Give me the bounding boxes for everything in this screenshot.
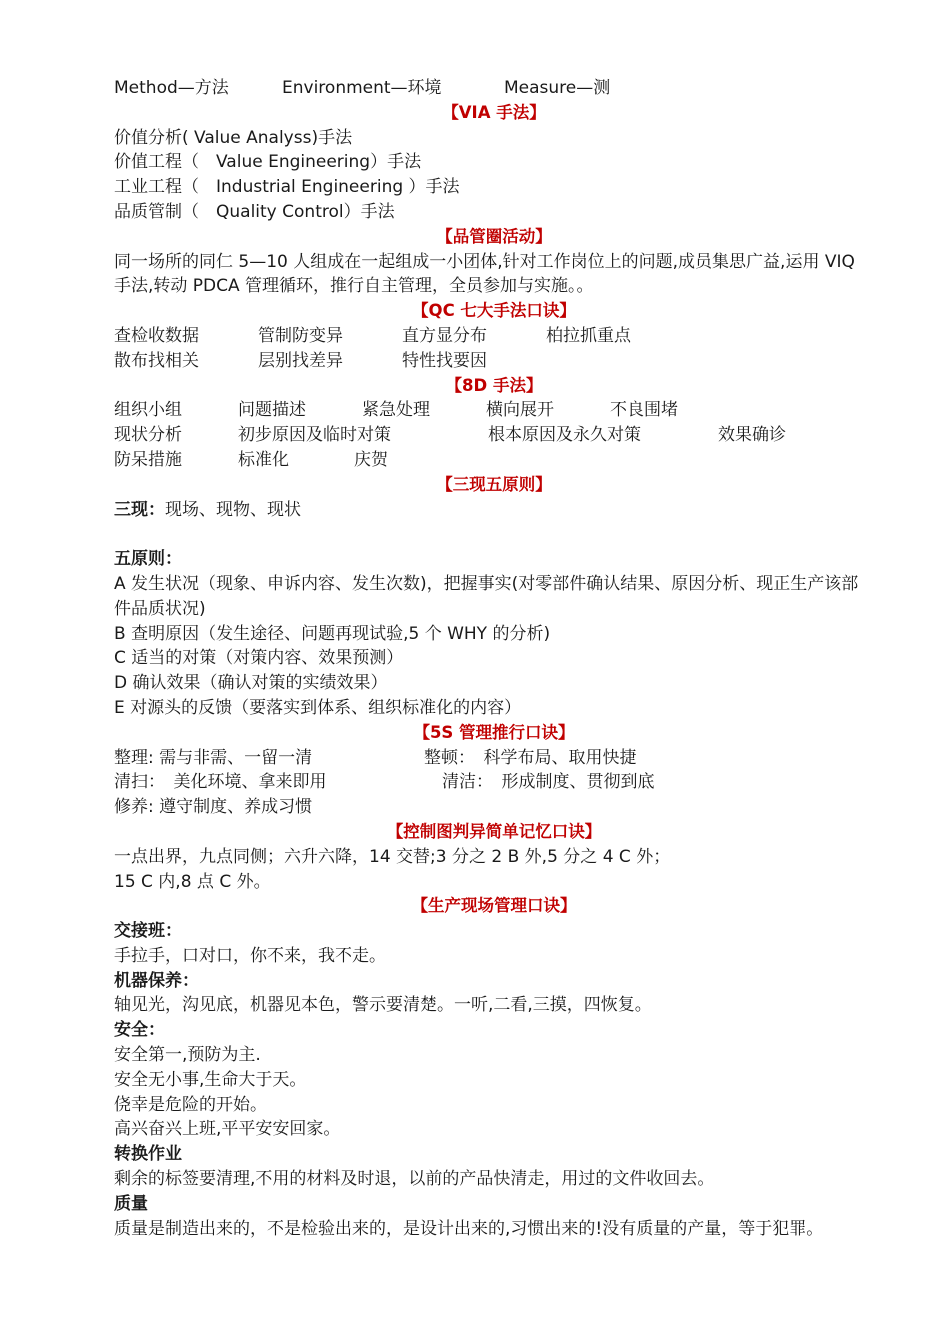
- maint-text: 轴见光，沟见底，机器见本色，警示要清楚。一听,二看,三摸，四恢复。: [114, 995, 652, 1016]
- s5-shitsuke: 修养: 遵守制度、养成习惯: [114, 797, 313, 818]
- d8-item: 防呆措施: [114, 449, 182, 470]
- qc7-item: 散布找相关: [114, 350, 199, 371]
- quality-label: 质量: [114, 1193, 148, 1214]
- qc7-item: 直方显分布: [402, 325, 487, 346]
- s5-heading: 【5S 管理推行口诀】: [413, 722, 575, 742]
- control-line: 15 C 内,8 点 C 外。: [114, 871, 271, 892]
- d8-item: 问题描述: [238, 400, 306, 421]
- qc7-item: 特性找要因: [402, 350, 487, 371]
- qc7-row: [114, 324, 874, 349]
- five-item: D 确认效果（确认对策的实绩效果）: [114, 673, 388, 694]
- three-principles: [114, 498, 874, 523]
- five-label: 五原则：: [114, 549, 182, 570]
- d8-heading: 【8D 手法】: [445, 375, 543, 395]
- blank-line: [114, 522, 874, 547]
- safety-item: 安全无小事,生命大于天。: [114, 1069, 307, 1090]
- qc7-item: 层别找差异: [258, 350, 343, 371]
- s5-seiton: 整顿： 科学布局、取用快捷: [424, 747, 637, 768]
- five-item: B 查明原因（发生途径、问题再现试验,5 个 WHY 的分析): [114, 623, 551, 644]
- qc7-heading: 【QC 七大手法口诀】: [412, 301, 576, 321]
- d8-item: 组织小组: [114, 400, 182, 421]
- via-item: 品质管制（ Quality Control）手法: [114, 201, 395, 222]
- qcc-text: 同一场所的同仁 5—10 人组成在一起组成一小团体,针对工作岗位上的问题,成员集思广益,运用 VIQ 手法,转动 PDCA 管理循环，推行自主管理，全员参加与实施。。: [114, 251, 855, 297]
- qc7-item: 柏拉抓重点: [546, 325, 631, 346]
- d8-item: 横向展开: [486, 400, 554, 421]
- safety-item: 侥幸是危险的开始。: [114, 1094, 267, 1115]
- qc7-item: 查检收数据: [114, 325, 199, 346]
- d8-item: 不良围堵: [610, 400, 678, 421]
- via-item: 价值工程（ Value Engineering）手法: [114, 152, 422, 173]
- d8-row: [114, 423, 874, 448]
- intro-line: [114, 76, 874, 101]
- via-item: 价值分析( Value Analyss)手法: [114, 127, 353, 148]
- d8-item: 根本原因及永久对策: [488, 425, 641, 446]
- via-item: 工业工程（ Industrial Engineering ）手法: [114, 177, 460, 198]
- sanxian-heading: 【三现五原则】: [436, 474, 552, 494]
- qc7-item: 管制防变异: [258, 325, 343, 346]
- five-item: A 发生状况（现象、申诉内容、发生次数)，把握事实(对零部件确认结果、原因分析、现正生产该部件品质状况): [114, 573, 859, 619]
- change-text: 剩余的标签要清理,不用的材料及时退，以前的产品快清走，用过的文件收回去。: [114, 1169, 715, 1190]
- maint-label: 机器保养：: [114, 970, 199, 991]
- qcc-heading: 【品管圈活动】: [436, 226, 552, 246]
- three-label: 三现：: [114, 499, 165, 520]
- d8-item: 紧急处理: [362, 400, 430, 421]
- d8-item: 庆贺: [354, 449, 388, 470]
- qc7-row: [114, 349, 874, 374]
- shift-text: 手拉手，口对口，你不来，我不走。: [114, 945, 386, 966]
- s5-seiketsu: 清洁： 形成制度、贯彻到底: [442, 772, 655, 793]
- safety-label: 安全：: [114, 1020, 165, 1041]
- d8-item: 初步原因及临时对策: [238, 425, 391, 446]
- control-line: 一点出界，九点同侧；六升六降，14 交替;3 分之 2 B 外,5 分之 4 C 外；: [114, 846, 671, 867]
- intro-method: Method—方法: [114, 78, 229, 98]
- d8-row: [114, 448, 874, 473]
- d8-item: 标准化: [238, 449, 289, 470]
- change-label: 转换作业: [114, 1144, 182, 1165]
- s5-row: [114, 770, 874, 795]
- three-text: 现场、现物、现状: [165, 499, 301, 520]
- d8-item: 现状分析: [114, 425, 182, 446]
- intro-measure: Measure—测: [504, 78, 611, 98]
- d8-row: [114, 398, 874, 423]
- s5-seiri: 整理: 需与非需、一留一清: [114, 747, 313, 768]
- s5-row: [114, 746, 874, 771]
- document-page: [114, 76, 874, 1241]
- quality-text: 质量是制造出来的，不是检验出来的，是设计出来的,习惯出来的!没有质量的产量，等于犯罪。: [114, 1218, 824, 1239]
- via-heading: 【VIA 手法】: [442, 102, 546, 122]
- s5-seiso: 清扫： 美化环境、拿来即用: [114, 772, 327, 793]
- safety-item: 高兴奋兴上班,平平安安回家。: [114, 1119, 341, 1140]
- five-item: C 适当的对策（对策内容、效果预测）: [114, 648, 404, 669]
- site-heading: 【生产现场管理口诀】: [411, 896, 577, 916]
- control-heading: 【控制图判异简单记忆口诀】: [386, 821, 602, 841]
- intro-environment: Environment—环境: [282, 78, 442, 98]
- shift-label: 交接班：: [114, 921, 182, 942]
- five-item: E 对源头的反馈（要落实到体系、组织标准化的内容）: [114, 697, 522, 718]
- d8-item: 效果确诊: [718, 425, 786, 446]
- safety-item: 安全第一,预防为主.: [114, 1045, 261, 1066]
